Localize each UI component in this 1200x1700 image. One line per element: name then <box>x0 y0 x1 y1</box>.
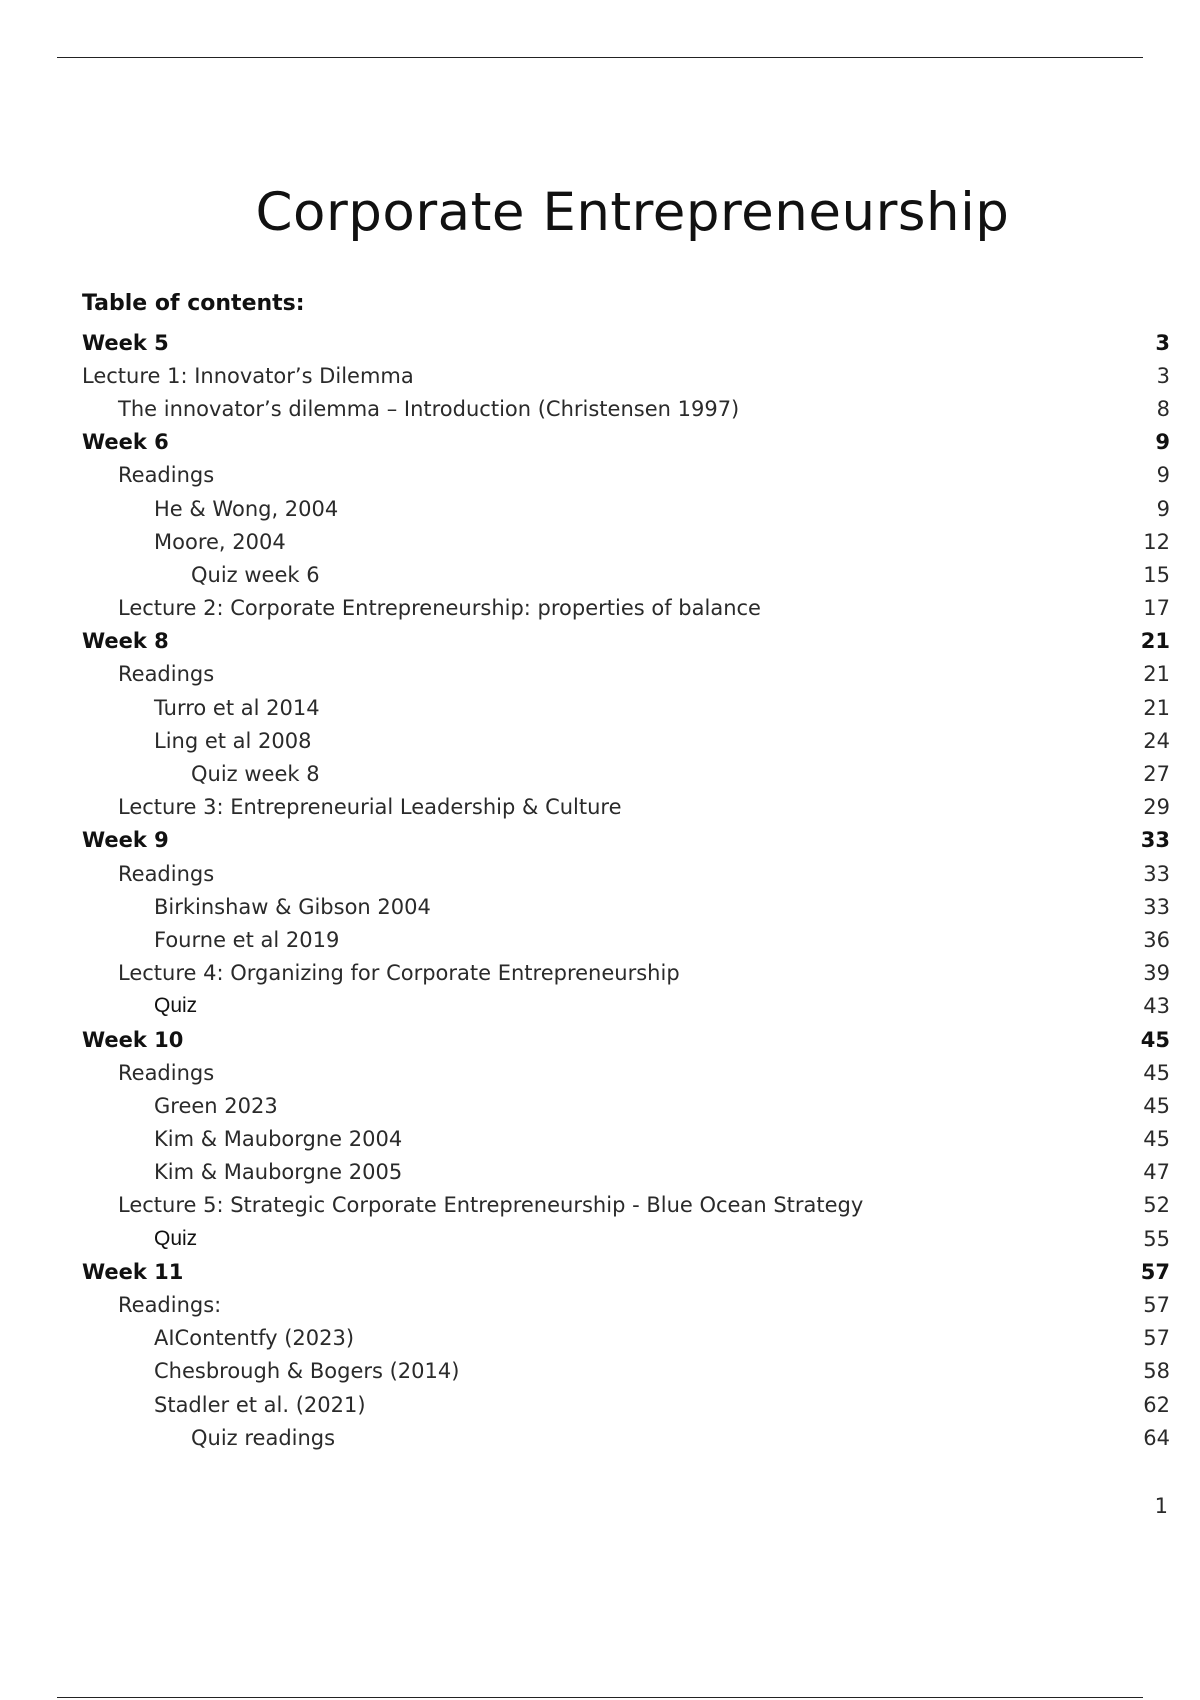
toc-entry-title: Readings <box>118 1060 215 1085</box>
toc-entry-row[interactable] <box>82 1056 1170 1089</box>
toc-section-row[interactable] <box>82 1255 1170 1288</box>
toc-entry-title: Readings <box>118 861 215 886</box>
toc-entry-row[interactable] <box>82 1421 1170 1454</box>
toc-entry-page: 15 <box>1143 562 1170 587</box>
toc-entry-title: Chesbrough & Bogers (2014) <box>154 1359 460 1384</box>
toc-entry-row[interactable] <box>82 1388 1170 1421</box>
toc-entry-title: Readings <box>118 463 215 488</box>
toc-entry-title: Readings <box>118 662 215 687</box>
toc-entry-page: 33 <box>1140 828 1170 853</box>
toc-entry-row[interactable] <box>82 1322 1170 1355</box>
toc-entry-title: AIContentfy (2023) <box>154 1326 355 1351</box>
toc-entry-page: 9 <box>1155 430 1170 455</box>
toc-entry-row[interactable] <box>82 1089 1170 1122</box>
toc-entry-title: Quiz <box>154 1226 198 1250</box>
toc-heading: Table of contents: <box>82 291 305 316</box>
toc-entry-title: Fourne et al 2019 <box>154 927 340 952</box>
toc-entry-title: Kim & Mauborgne 2005 <box>154 1160 403 1185</box>
toc-entry-title: Lecture 4: Organizing for Corporate Entrepreneurship <box>118 961 680 986</box>
toc-entry-title: Turro et al 2014 <box>154 695 320 720</box>
bottom-rule <box>57 1697 1143 1698</box>
toc-entry-title: Ling et al 2008 <box>154 728 312 753</box>
toc-entry-row[interactable] <box>82 890 1170 923</box>
toc-entry-page: 33 <box>1143 861 1170 886</box>
toc-entry-page: 9 <box>1156 463 1170 488</box>
toc-entry-title: Readings: <box>118 1293 222 1318</box>
toc-entry-page: 64 <box>1143 1425 1170 1450</box>
toc-entry-page: 36 <box>1143 927 1170 952</box>
toc-entry-row[interactable] <box>82 459 1170 492</box>
toc-entry-page: 55 <box>1143 1226 1170 1251</box>
toc-entry-page: 57 <box>1140 1259 1170 1284</box>
table-of-contents <box>82 326 1170 1454</box>
toc-entry-row[interactable] <box>82 791 1170 824</box>
toc-entry-page: 21 <box>1143 662 1170 687</box>
toc-entry-title: Week 8 <box>82 629 169 654</box>
toc-entry-title: Lecture 1: Innovator’s Dilemma <box>82 363 414 388</box>
toc-entry-page: 43 <box>1143 994 1170 1019</box>
toc-entry-title: Quiz <box>154 994 198 1018</box>
toc-entry-page: 58 <box>1143 1359 1170 1384</box>
toc-entry-row[interactable] <box>82 990 1170 1023</box>
toc-entry-page: 21 <box>1140 629 1170 654</box>
toc-entry-title: The innovator’s dilemma – Introduction (Christensen 1997) <box>118 396 740 421</box>
toc-entry-page: 45 <box>1140 1027 1170 1052</box>
toc-entry-row[interactable] <box>82 658 1170 691</box>
toc-entry-row[interactable] <box>82 1156 1170 1189</box>
toc-section-row[interactable] <box>82 824 1170 857</box>
toc-entry-title: Kim & Mauborgne 2004 <box>154 1127 403 1152</box>
toc-entry-page: 29 <box>1143 795 1170 820</box>
toc-entry-page: 24 <box>1143 728 1170 753</box>
toc-section-row[interactable] <box>82 625 1170 658</box>
toc-entry-row[interactable] <box>82 392 1170 425</box>
toc-entry-page: 3 <box>1155 330 1170 355</box>
toc-section-row[interactable] <box>82 426 1170 459</box>
toc-entry-page: 9 <box>1156 496 1170 521</box>
toc-section-row[interactable] <box>82 1023 1170 1056</box>
toc-entry-row[interactable] <box>82 1189 1170 1222</box>
toc-entry-row[interactable] <box>82 957 1170 990</box>
toc-entry-page: 39 <box>1143 961 1170 986</box>
toc-entry-page: 57 <box>1143 1326 1170 1351</box>
toc-entry-title: Green 2023 <box>154 1093 278 1118</box>
toc-section-row[interactable] <box>82 326 1170 359</box>
toc-entry-page: 57 <box>1143 1293 1170 1318</box>
toc-entry-page: 27 <box>1143 762 1170 787</box>
toc-entry-title: Week 10 <box>82 1027 184 1052</box>
toc-entry-page: 62 <box>1143 1392 1170 1417</box>
toc-entry-title: Week 11 <box>82 1259 184 1284</box>
toc-entry-title: Birkinshaw & Gibson 2004 <box>154 894 431 919</box>
toc-entry-title: Lecture 2: Corporate Entrepreneurship: properties of balance <box>118 596 761 621</box>
toc-entry-page: 21 <box>1143 695 1170 720</box>
toc-entry-title: Quiz week 6 <box>191 562 320 587</box>
top-rule <box>57 57 1143 58</box>
toc-entry-row[interactable] <box>82 1123 1170 1156</box>
toc-entry-row[interactable] <box>82 757 1170 790</box>
toc-entry-page: 45 <box>1143 1060 1170 1085</box>
toc-entry-row[interactable] <box>82 525 1170 558</box>
toc-entry-row[interactable] <box>82 724 1170 757</box>
document-title: Corporate Entrepreneurship <box>255 182 1010 243</box>
toc-entry-row[interactable] <box>82 857 1170 890</box>
toc-entry-page: 17 <box>1143 596 1170 621</box>
toc-entry-row[interactable] <box>82 923 1170 956</box>
toc-entry-row[interactable] <box>82 558 1170 591</box>
toc-entry-title: Lecture 5: Strategic Corporate Entrepreneurship - Blue Ocean Strategy <box>118 1193 864 1218</box>
toc-entry-page: 52 <box>1143 1193 1170 1218</box>
toc-entry-page: 47 <box>1143 1160 1170 1185</box>
toc-entry-title: Week 9 <box>82 828 169 853</box>
toc-entry-row[interactable] <box>82 1288 1170 1321</box>
toc-entry-row[interactable] <box>82 1222 1170 1255</box>
toc-entry-row[interactable] <box>82 592 1170 625</box>
toc-entry-title: He & Wong, 2004 <box>154 496 339 521</box>
page-number: 1 <box>1154 1494 1168 1518</box>
toc-entry-page: 12 <box>1143 529 1170 554</box>
toc-entry-page: 45 <box>1143 1093 1170 1118</box>
toc-entry-title: Moore, 2004 <box>154 529 286 554</box>
toc-entry-page: 33 <box>1143 894 1170 919</box>
toc-entry-row[interactable] <box>82 1355 1170 1388</box>
toc-entry-title: Quiz readings <box>191 1425 336 1450</box>
toc-entry-page: 45 <box>1143 1127 1170 1152</box>
toc-entry-title: Lecture 3: Entrepreneurial Leadership & Culture <box>118 795 622 820</box>
toc-entry-title: Quiz week 8 <box>191 762 320 787</box>
toc-entry-title: Stadler et al. (2021) <box>154 1392 366 1417</box>
toc-entry-title: Week 6 <box>82 430 169 455</box>
toc-entry-page: 8 <box>1156 396 1170 421</box>
toc-entry-row[interactable] <box>82 492 1170 525</box>
toc-entry-title: Week 5 <box>82 330 169 355</box>
toc-entry-page: 3 <box>1156 363 1170 388</box>
toc-entry-row[interactable] <box>82 691 1170 724</box>
toc-entry-row[interactable] <box>82 359 1170 392</box>
